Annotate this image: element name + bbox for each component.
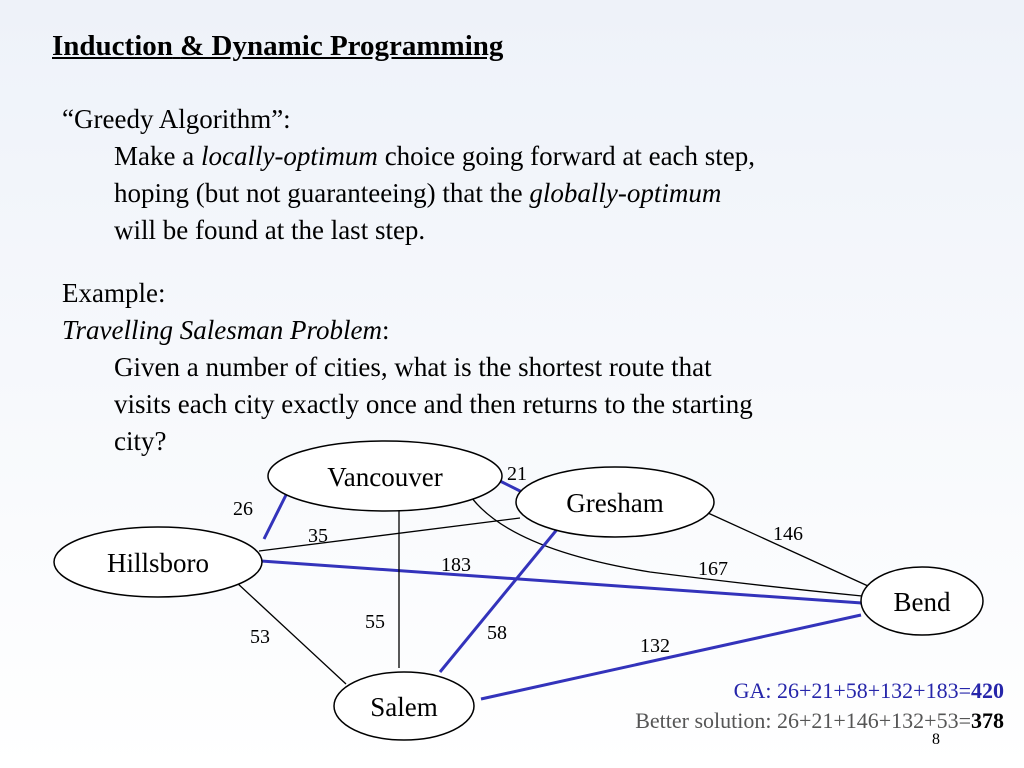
example-label: Example: <box>62 278 166 308</box>
greedy-line-3: will be found at the last step. <box>114 215 426 245</box>
node-salem <box>334 672 474 740</box>
ga-total: 420 <box>971 678 1004 703</box>
node-hillsboro <box>54 527 262 597</box>
edge-gresham-salem <box>440 527 559 672</box>
ga-solution: GA: 26+21+58+132+183=420 <box>733 678 1004 703</box>
node-gresham-label: Gresham <box>566 488 664 518</box>
page-number: 8 <box>932 731 940 748</box>
weight-hillsboro-bend: 183 <box>441 554 471 576</box>
weight-hillsboro-salem: 53 <box>250 626 270 648</box>
edge-hillsboro-bend <box>261 561 862 603</box>
example-desc-1: Given a number of cities, what is the shortest route that <box>114 352 712 382</box>
example-desc-3: city? <box>114 426 167 456</box>
greedy-line-1: Make a locally-optimum choice going forward at each step, <box>114 141 756 171</box>
greedy-line-2: hoping (but not guaranteeing) that the globally-optimum <box>114 178 722 208</box>
node-bend-label: Bend <box>893 587 951 617</box>
weight-hillsboro-vancouver: 26 <box>233 498 253 520</box>
weight-gresham-salem: 58 <box>487 622 507 644</box>
weight-gresham-bend: 146 <box>773 523 803 545</box>
node-vancouver <box>268 441 502 511</box>
greedy-heading: “Greedy Algorithm”: <box>62 104 291 134</box>
node-bend <box>861 567 983 635</box>
edge-hillsboro-vancouver <box>264 493 287 539</box>
edge-hillsboro-gresham <box>259 518 520 551</box>
globally-optimum-term: globally-optimum <box>529 178 722 208</box>
weight-vancouver-salem: 55 <box>365 611 385 633</box>
node-salem-label: Salem <box>370 692 438 722</box>
title-dynamic-programming: & Dynamic Programming <box>180 30 504 62</box>
example-desc-2: visits each city exactly once and then returns to the starting <box>114 389 753 419</box>
node-vancouver-label: Vancouver <box>327 462 443 492</box>
locally-optimum-term: locally-optimum <box>200 141 378 171</box>
weight-vancouver-bend: 167 <box>698 558 728 580</box>
node-gresham <box>516 467 714 537</box>
weight-vancouver-gresham: 21 <box>507 463 527 485</box>
solutions-box <box>635 676 1004 736</box>
weight-hillsboro-gresham: 35 <box>308 525 328 547</box>
node-hillsboro-label: Hillsboro <box>106 548 210 578</box>
title-induction: Induction <box>52 30 173 62</box>
weight-salem-bend: 132 <box>640 635 670 657</box>
better-solution: Better solution: 26+21+146+132+53=378 <box>635 708 1004 733</box>
problem-name: Travelling Salesman Problem <box>62 315 382 345</box>
better-total: 378 <box>971 708 1004 733</box>
example-problem: Travelling Salesman Problem: <box>62 315 390 345</box>
